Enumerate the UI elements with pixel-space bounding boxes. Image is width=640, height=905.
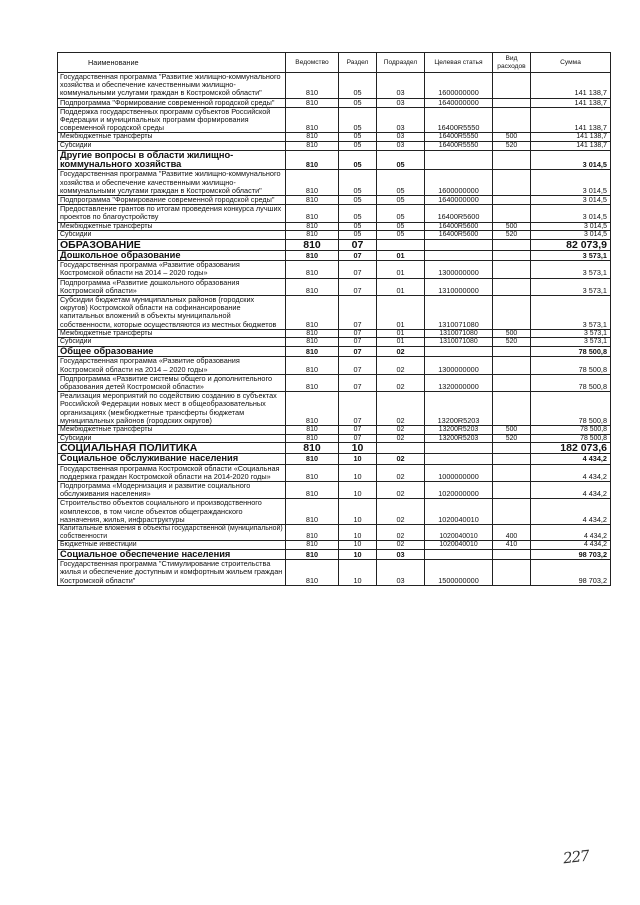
table-row [58, 426, 611, 435]
cell-name: Межбюджетные трансферты [58, 329, 286, 338]
cell-podrazdel: 01 [377, 296, 425, 330]
cell-name: Межбюджетные трансферты [58, 222, 286, 231]
cell-vedomstvo: 810 [286, 374, 339, 391]
header-summa: Сумма [531, 53, 611, 73]
cell-vedomstvo: 810 [286, 98, 339, 107]
table-row [58, 73, 611, 99]
cell-celevaya-statya: 16400R5550 [425, 107, 493, 133]
table-row [58, 250, 611, 260]
cell-celevaya-statya [425, 454, 493, 464]
cell-razdel: 07 [339, 296, 377, 330]
cell-name: Дошкольное образование [58, 250, 286, 260]
cell-razdel: 05 [339, 107, 377, 133]
cell-celevaya-statya: 1300000000 [425, 261, 493, 278]
cell-razdel: 05 [339, 142, 377, 151]
cell-summa: 3 014,5 [531, 205, 611, 222]
cell-razdel: 10 [339, 525, 377, 541]
cell-summa: 3 573,1 [531, 296, 611, 330]
cell-razdel: 05 [339, 170, 377, 196]
cell-vid-rashodov: 500 [493, 222, 531, 231]
budget-table-sheet [57, 52, 610, 586]
cell-podrazdel: 02 [377, 426, 425, 435]
cell-summa: 3 573,1 [531, 338, 611, 347]
cell-vedomstvo: 810 [286, 347, 339, 357]
cell-vedomstvo: 810 [286, 560, 339, 586]
table-row [58, 150, 611, 170]
cell-summa: 3 573,1 [531, 278, 611, 295]
cell-razdel: 05 [339, 150, 377, 170]
cell-vid-rashodov: 500 [493, 329, 531, 338]
cell-razdel: 07 [339, 278, 377, 295]
cell-vid-rashodov [493, 464, 531, 481]
header-celevaya-statya: Целевая статья [425, 53, 493, 73]
cell-celevaya-statya: 13200R5203 [425, 392, 493, 426]
cell-summa: 98 703,2 [531, 549, 611, 559]
cell-name: Предоставление грантов по итогам проведения конкурса лучших проектов по благоустройству [58, 205, 286, 222]
cell-podrazdel: 05 [377, 231, 425, 240]
cell-name: Поддержка государственных программ субъектов Российской Федерации и муниципальных программ формирования современной городской среды [58, 107, 286, 133]
cell-razdel: 10 [339, 464, 377, 481]
cell-name: Подпрограмма "Формирование современной городской среды" [58, 196, 286, 205]
cell-summa: 141 138,7 [531, 73, 611, 99]
cell-razdel: 10 [339, 499, 377, 525]
cell-summa: 4 434,2 [531, 482, 611, 499]
cell-razdel: 07 [339, 239, 377, 250]
cell-vedomstvo: 810 [286, 250, 339, 260]
cell-vedomstvo: 810 [286, 222, 339, 231]
header-razdel: Раздел [339, 53, 377, 73]
table-row [58, 392, 611, 426]
cell-summa: 4 434,2 [531, 499, 611, 525]
cell-vedomstvo: 810 [286, 196, 339, 205]
cell-vid-rashodov [493, 250, 531, 260]
table-row [58, 107, 611, 133]
cell-podrazdel: 02 [377, 464, 425, 481]
cell-name: Государственная программа "Стимулирование строительства жилья и обеспечение доступным и комфортным жильем граждан Костромской области" [58, 560, 286, 586]
cell-vid-rashodov [493, 549, 531, 559]
cell-celevaya-statya: 13200R5203 [425, 426, 493, 435]
table-row [58, 499, 611, 525]
cell-podrazdel: 03 [377, 549, 425, 559]
cell-name: Государственная программа "Развитие жилищно-коммунального хозяйства и обеспечение качественными жилищно-коммунальными услугами граждан в Костромской области" [58, 73, 286, 99]
table-row [58, 133, 611, 142]
cell-name: Общее образование [58, 347, 286, 357]
cell-podrazdel: 01 [377, 338, 425, 347]
cell-celevaya-statya: 1310000000 [425, 278, 493, 295]
cell-summa: 141 138,7 [531, 133, 611, 142]
cell-celevaya-statya [425, 250, 493, 260]
cell-vedomstvo: 810 [286, 170, 339, 196]
cell-vedomstvo: 810 [286, 205, 339, 222]
cell-podrazdel: 02 [377, 454, 425, 464]
table-row [58, 347, 611, 357]
cell-podrazdel: 03 [377, 142, 425, 151]
cell-summa: 3 573,1 [531, 250, 611, 260]
cell-summa: 141 138,7 [531, 107, 611, 133]
cell-razdel: 07 [339, 250, 377, 260]
cell-podrazdel: 02 [377, 525, 425, 541]
cell-podrazdel: 03 [377, 133, 425, 142]
budget-table [57, 52, 611, 586]
cell-summa: 3 014,5 [531, 196, 611, 205]
cell-vedomstvo: 810 [286, 541, 339, 550]
cell-celevaya-statya [425, 443, 493, 454]
cell-vedomstvo: 810 [286, 107, 339, 133]
cell-name: ОБРАЗОВАНИЕ [58, 239, 286, 250]
cell-name: Бюджетные инвестиции [58, 541, 286, 550]
table-row [58, 329, 611, 338]
cell-summa: 3 014,5 [531, 222, 611, 231]
cell-razdel: 07 [339, 357, 377, 374]
cell-vedomstvo: 810 [286, 239, 339, 250]
cell-vedomstvo: 810 [286, 464, 339, 481]
cell-podrazdel [377, 239, 425, 250]
table-row [58, 296, 611, 330]
cell-vid-rashodov [493, 107, 531, 133]
cell-razdel: 10 [339, 541, 377, 550]
cell-podrazdel: 05 [377, 205, 425, 222]
cell-vedomstvo: 810 [286, 357, 339, 374]
cell-summa: 78 500,8 [531, 357, 611, 374]
cell-podrazdel: 02 [377, 541, 425, 550]
cell-podrazdel: 02 [377, 434, 425, 443]
header-row [58, 53, 611, 73]
cell-vid-rashodov: 520 [493, 434, 531, 443]
cell-razdel: 07 [339, 329, 377, 338]
cell-podrazdel: 03 [377, 98, 425, 107]
cell-name: СОЦИАЛЬНАЯ ПОЛИТИКА [58, 443, 286, 454]
cell-razdel: 05 [339, 222, 377, 231]
cell-vid-rashodov: 400 [493, 525, 531, 541]
cell-razdel: 07 [339, 392, 377, 426]
cell-summa: 4 434,2 [531, 525, 611, 541]
cell-podrazdel: 05 [377, 196, 425, 205]
table-row [58, 374, 611, 391]
table-row [58, 278, 611, 295]
cell-vid-rashodov [493, 150, 531, 170]
cell-summa: 3 573,1 [531, 261, 611, 278]
cell-name: Подпрограмма "Формирование современной городской среды" [58, 98, 286, 107]
cell-name: Другие вопросы в области жилищно-коммунального хозяйства [58, 150, 286, 170]
cell-vid-rashodov: 520 [493, 231, 531, 240]
cell-summa: 141 138,7 [531, 142, 611, 151]
cell-podrazdel: 02 [377, 374, 425, 391]
cell-celevaya-statya: 1020040010 [425, 541, 493, 550]
cell-podrazdel: 02 [377, 499, 425, 525]
cell-vedomstvo: 810 [286, 329, 339, 338]
header-name: Наименование [58, 53, 286, 73]
cell-celevaya-statya: 1000000000 [425, 464, 493, 481]
cell-podrazdel: 03 [377, 73, 425, 99]
table-row [58, 560, 611, 586]
cell-name: Межбюджетные трансферты [58, 133, 286, 142]
cell-razdel: 05 [339, 196, 377, 205]
cell-razdel: 05 [339, 98, 377, 107]
table-row [58, 261, 611, 278]
table-row [58, 454, 611, 464]
cell-celevaya-statya: 1310071080 [425, 329, 493, 338]
cell-celevaya-statya: 1640000000 [425, 98, 493, 107]
cell-vid-rashodov [493, 278, 531, 295]
header-vid-rashodov: Вид расходов [493, 53, 531, 73]
cell-celevaya-statya: 1020000000 [425, 482, 493, 499]
cell-celevaya-statya: 1020040010 [425, 499, 493, 525]
cell-vedomstvo: 810 [286, 426, 339, 435]
cell-name: Социальное обслуживание населения [58, 454, 286, 464]
cell-celevaya-statya [425, 150, 493, 170]
cell-summa: 4 434,2 [531, 464, 611, 481]
cell-celevaya-statya: 1600000000 [425, 170, 493, 196]
cell-summa: 78 500,8 [531, 347, 611, 357]
cell-name: Подпрограмма «Модернизация и развитие социального обслуживания населения» [58, 482, 286, 499]
cell-razdel: 07 [339, 261, 377, 278]
cell-vid-rashodov [493, 73, 531, 99]
cell-vid-rashodov [493, 392, 531, 426]
cell-razdel: 05 [339, 205, 377, 222]
cell-summa: 3 014,5 [531, 231, 611, 240]
cell-razdel: 05 [339, 73, 377, 99]
cell-vid-rashodov [493, 443, 531, 454]
cell-celevaya-statya [425, 239, 493, 250]
cell-vid-rashodov [493, 357, 531, 374]
cell-vedomstvo: 810 [286, 133, 339, 142]
cell-vedomstvo: 810 [286, 443, 339, 454]
cell-podrazdel: 01 [377, 278, 425, 295]
cell-podrazdel: 01 [377, 329, 425, 338]
cell-name: Субсидии [58, 231, 286, 240]
cell-vid-rashodov [493, 261, 531, 278]
cell-vedomstvo: 810 [286, 261, 339, 278]
cell-summa: 78 500,8 [531, 426, 611, 435]
header-vedomstvo: Ведомство [286, 53, 339, 73]
cell-name: Государственная программа «Развитие образования Костромской области на 2014 – 2020 годы» [58, 357, 286, 374]
cell-vid-rashodov [493, 499, 531, 525]
cell-podrazdel: 02 [377, 347, 425, 357]
cell-podrazdel: 01 [377, 250, 425, 260]
cell-name: Субсидии бюджетам муниципальных районов (городских округов) Костромской области на софинансирование капитальных вложений в объекты муниципальной собственности, которые осуществляются из местных бюджетов [58, 296, 286, 330]
cell-name: Подпрограмма «Развитие дошкольного образования Костромской области» [58, 278, 286, 295]
cell-razdel: 07 [339, 347, 377, 357]
table-body [58, 73, 611, 586]
cell-name: Государственная программа «Развитие образования Костромской области на 2014 – 2020 годы» [58, 261, 286, 278]
cell-vid-rashodov: 520 [493, 338, 531, 347]
cell-podrazdel: 02 [377, 392, 425, 426]
cell-podrazdel: 03 [377, 560, 425, 586]
table-row [58, 525, 611, 541]
cell-razdel: 05 [339, 133, 377, 142]
cell-vedomstvo: 810 [286, 73, 339, 99]
page-number: 227 [562, 846, 590, 868]
cell-celevaya-statya [425, 549, 493, 559]
cell-razdel: 07 [339, 434, 377, 443]
cell-name: Субсидии [58, 142, 286, 151]
cell-summa: 3 573,1 [531, 329, 611, 338]
table-row [58, 222, 611, 231]
cell-name: Социальное обеспечение населения [58, 549, 286, 559]
cell-celevaya-statya: 16400R5600 [425, 205, 493, 222]
table-row [58, 170, 611, 196]
cell-vid-rashodov [493, 98, 531, 107]
cell-vid-rashodov [493, 205, 531, 222]
cell-summa: 3 014,5 [531, 150, 611, 170]
cell-summa: 98 703,2 [531, 560, 611, 586]
cell-vid-rashodov [493, 560, 531, 586]
cell-vedomstvo: 810 [286, 278, 339, 295]
cell-vedomstvo: 810 [286, 482, 339, 499]
cell-razdel: 07 [339, 338, 377, 347]
table-row [58, 464, 611, 481]
cell-razdel: 05 [339, 231, 377, 240]
cell-vedomstvo: 810 [286, 392, 339, 426]
cell-vedomstvo: 810 [286, 150, 339, 170]
cell-podrazdel: 03 [377, 107, 425, 133]
cell-celevaya-statya: 1500000000 [425, 560, 493, 586]
table-row [58, 443, 611, 454]
cell-celevaya-statya: 16400R5550 [425, 133, 493, 142]
cell-summa: 78 500,8 [531, 392, 611, 426]
table-row [58, 239, 611, 250]
cell-vid-rashodov [493, 296, 531, 330]
cell-vedomstvo: 810 [286, 296, 339, 330]
cell-name: Субсидии [58, 434, 286, 443]
cell-vedomstvo: 810 [286, 549, 339, 559]
cell-podrazdel: 02 [377, 357, 425, 374]
cell-celevaya-statya [425, 347, 493, 357]
cell-summa: 3 014,5 [531, 170, 611, 196]
table-row [58, 549, 611, 559]
cell-podrazdel: 02 [377, 482, 425, 499]
header-podrazdel: Подраздел [377, 53, 425, 73]
cell-podrazdel: 05 [377, 222, 425, 231]
cell-celevaya-statya: 1600000000 [425, 73, 493, 99]
cell-name: Строительство объектов социального и производственного комплексов, в том числе объектов общегражданского назначения, жилья, инфраструктуры [58, 499, 286, 525]
cell-razdel: 07 [339, 426, 377, 435]
cell-name: Межбюджетные трансферты [58, 426, 286, 435]
cell-celevaya-statya: 16400R5600 [425, 231, 493, 240]
cell-vedomstvo: 810 [286, 338, 339, 347]
cell-razdel: 10 [339, 482, 377, 499]
cell-name: Государственная программа Костромской области «Социальная поддержка граждан Костромской области на 2014-2020 годы» [58, 464, 286, 481]
cell-celevaya-statya: 16400R5550 [425, 142, 493, 151]
cell-razdel: 10 [339, 549, 377, 559]
cell-celevaya-statya: 1310071080 [425, 296, 493, 330]
cell-summa: 4 434,2 [531, 541, 611, 550]
cell-vid-rashodov [493, 482, 531, 499]
cell-celevaya-statya: 1020040010 [425, 525, 493, 541]
cell-vedomstvo: 810 [286, 454, 339, 464]
cell-vid-rashodov [493, 170, 531, 196]
cell-celevaya-statya: 16400R5600 [425, 222, 493, 231]
cell-podrazdel [377, 443, 425, 454]
cell-podrazdel: 05 [377, 170, 425, 196]
cell-name: Субсидии [58, 338, 286, 347]
table-row [58, 98, 611, 107]
cell-name: Капитальные вложения в объекты государственной (муниципальной) собственности [58, 525, 286, 541]
cell-vedomstvo: 810 [286, 231, 339, 240]
cell-vid-rashodov: 520 [493, 142, 531, 151]
cell-podrazdel: 05 [377, 150, 425, 170]
cell-vedomstvo: 810 [286, 142, 339, 151]
cell-summa: 141 138,7 [531, 98, 611, 107]
cell-vedomstvo: 810 [286, 434, 339, 443]
cell-summa: 4 434,2 [531, 454, 611, 464]
cell-celevaya-statya: 1310071080 [425, 338, 493, 347]
cell-vid-rashodov [493, 347, 531, 357]
cell-name: Государственная программа "Развитие жилищно-коммунального хозяйства и обеспечение качественными жилищно-коммунальными услугами граждан в Костромской области" [58, 170, 286, 196]
cell-celevaya-statya: 1300000000 [425, 357, 493, 374]
cell-celevaya-statya: 13200R5203 [425, 434, 493, 443]
cell-vid-rashodov [493, 196, 531, 205]
cell-razdel: 10 [339, 454, 377, 464]
cell-summa: 78 500,8 [531, 374, 611, 391]
table-row [58, 482, 611, 499]
cell-vedomstvo: 810 [286, 525, 339, 541]
cell-celevaya-statya: 1320000000 [425, 374, 493, 391]
cell-name: Подпрограмма «Развитие системы общего и дополнительного образования детей Костромской области» [58, 374, 286, 391]
cell-summa: 78 500,8 [531, 434, 611, 443]
cell-vid-rashodov [493, 454, 531, 464]
cell-vid-rashodov [493, 239, 531, 250]
cell-vedomstvo: 810 [286, 499, 339, 525]
cell-summa: 182 073,6 [531, 443, 611, 454]
table-row [58, 357, 611, 374]
table-row [58, 142, 611, 151]
table-row [58, 205, 611, 222]
cell-razdel: 10 [339, 443, 377, 454]
cell-podrazdel: 01 [377, 261, 425, 278]
cell-razdel: 07 [339, 374, 377, 391]
cell-vid-rashodov [493, 374, 531, 391]
cell-razdel: 10 [339, 560, 377, 586]
cell-vid-rashodov: 500 [493, 133, 531, 142]
cell-vid-rashodov: 410 [493, 541, 531, 550]
cell-summa: 82 073,9 [531, 239, 611, 250]
cell-vid-rashodov: 500 [493, 426, 531, 435]
cell-celevaya-statya: 1640000000 [425, 196, 493, 205]
cell-name: Реализация мероприятий по содействию созданию в субъектах Российской Федерации новых мест в общеобразовательных организациях (межбюджетные трансферты бюджетам муниципальных районов (городских округов) [58, 392, 286, 426]
